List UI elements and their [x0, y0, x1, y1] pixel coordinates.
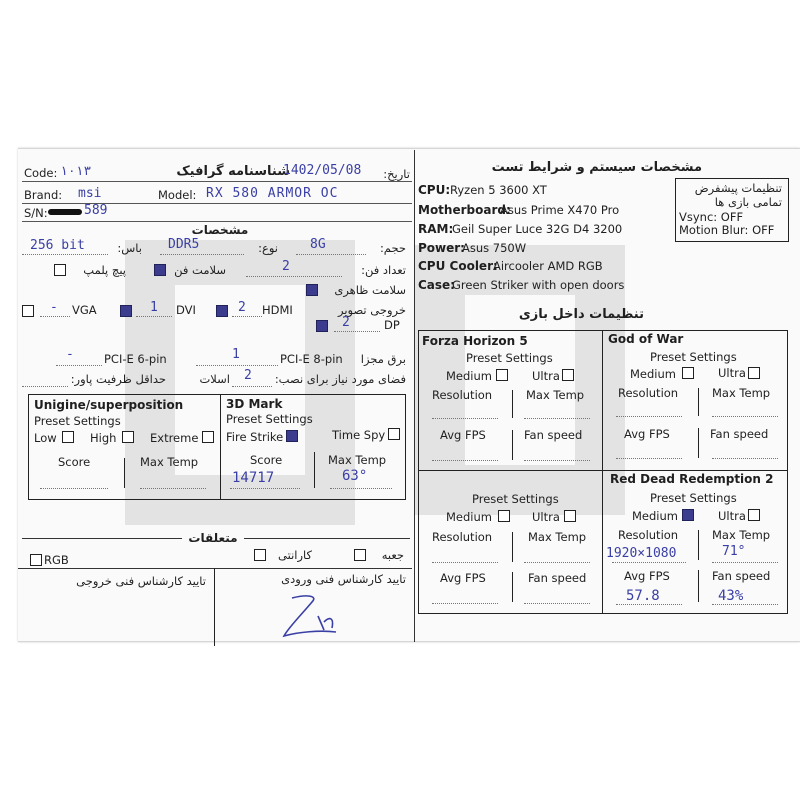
date-label: تاریخ:	[383, 167, 410, 181]
game3-rule2	[512, 572, 513, 602]
forza-ultra-checkbox[interactable]	[562, 369, 574, 381]
vga-dots	[40, 316, 70, 317]
forza-fanspeed-label: Fan speed	[524, 428, 583, 442]
gow-res-dots	[616, 416, 682, 417]
unigine-score-dots	[40, 488, 108, 489]
slots-value: 2	[244, 368, 252, 383]
sn-value: 589	[84, 203, 108, 218]
power-supply-label: Power:	[418, 241, 465, 255]
pcie6-value: -	[66, 347, 74, 362]
type-label: نوع:	[258, 241, 278, 255]
fan-health-checkbox[interactable]	[154, 264, 166, 276]
forza-resolution-label: Resolution	[432, 388, 493, 402]
case-value: Green Striker with open doors	[452, 278, 625, 292]
rdr2-preset-label: Preset Settings	[650, 491, 737, 505]
extreme-label: Extreme	[150, 431, 199, 445]
warranty-checkbox[interactable]	[254, 549, 266, 561]
bus-dots	[22, 254, 108, 255]
game3-res-dots	[432, 562, 498, 563]
low-checkbox[interactable]	[62, 431, 74, 443]
accessories-rule-left	[22, 538, 182, 539]
game3-fps-dots	[432, 603, 498, 604]
unigine-rule	[124, 458, 125, 488]
slots-label: فضای مورد نیاز برای نصب:	[274, 372, 406, 386]
rdr2-res-dots	[612, 562, 686, 563]
approvals-rule	[18, 568, 412, 569]
dvi-label: DVI	[176, 303, 196, 317]
sn-label: S/N:	[24, 206, 48, 220]
appearance-label: سلامت ظاهری	[334, 283, 406, 297]
rdr2-fan-dots	[712, 604, 778, 605]
rdr2-ultra-label: Ultra	[718, 509, 746, 523]
system-title: مشخصات سیستم و شرایط تست	[491, 160, 702, 175]
gow-rule1	[698, 388, 699, 416]
games-vdivider	[602, 330, 603, 614]
forza-preset-label: Preset Settings	[466, 351, 553, 365]
3dmark-maxtemp-label: Max Temp	[328, 453, 387, 467]
forza-maxtemp-label: Max Temp	[526, 388, 585, 402]
forza-medium-label: Medium	[446, 369, 492, 383]
specs-title: مشخصات	[191, 223, 249, 237]
3dmark-score-value: 14717	[232, 470, 275, 486]
cpu-cooler-value: Aircooler AMD RGB	[493, 259, 603, 273]
rdr2-medium-label: Medium	[632, 509, 678, 523]
unigine-score-label: Score	[58, 455, 91, 469]
motionblur-text: Motion Blur: OFF	[679, 223, 775, 237]
rdr2-avgfps-label: Avg FPS	[624, 569, 670, 583]
input-tech-label: تایید کارشناس فنی ورودی	[281, 572, 406, 586]
dvi-checkbox[interactable]	[120, 305, 132, 317]
3dmark-rule	[314, 452, 315, 488]
rdr2-resolution-label: Resolution	[618, 528, 679, 542]
box-checkbox[interactable]	[354, 549, 366, 561]
benchmark-divider	[220, 394, 221, 500]
ingame-title: تنظیمات داخل بازی	[518, 307, 644, 322]
vsync-text: Vsync: OFF	[679, 210, 744, 224]
rdr2-temp-dots	[712, 562, 778, 563]
brand-label: Brand:	[24, 188, 63, 202]
defaults-line2: تمامی بازی ها	[714, 195, 782, 209]
hdmi-label: HDMI	[262, 303, 293, 317]
high-checkbox[interactable]	[122, 431, 134, 443]
appearance-checkbox[interactable]	[306, 284, 318, 296]
vga-value: -	[50, 300, 58, 315]
game3-fan-dots	[524, 603, 590, 604]
rdr2-resolution-value: 1920×1080	[606, 546, 677, 561]
game3-medium-checkbox[interactable]	[498, 510, 510, 522]
vga-checkbox[interactable]	[22, 305, 34, 317]
gow-preset-label: Preset Settings	[650, 350, 737, 364]
cpu-label: CPU:	[418, 183, 451, 197]
pcie6-label: PCI-E 6-pin	[104, 352, 167, 366]
defaults-line1: تنظیمات پیشفرض	[694, 181, 782, 195]
type-value: DDR5	[168, 237, 200, 252]
forza-fan-dots	[524, 460, 590, 461]
forza-rule1	[512, 390, 513, 418]
game3-resolution-label: Resolution	[432, 530, 493, 544]
high-label: High	[90, 431, 117, 445]
dvi-value: 1	[150, 300, 158, 315]
warranty-label: کارانتی	[278, 548, 312, 562]
motherboard-label: Motherboard:	[418, 203, 511, 217]
3dmark-maxtemp-value: 63°	[342, 468, 368, 484]
slots-unit: اسلات	[199, 372, 230, 386]
fan-count-value: 2	[282, 259, 290, 274]
brand-value: msi	[78, 186, 102, 201]
unigine-title: Unigine/superposition	[34, 398, 184, 412]
gow-ultra-checkbox[interactable]	[748, 367, 760, 379]
sn-rule	[22, 221, 412, 222]
capacity-label: حجم:	[379, 241, 406, 255]
rdr2-title: Red Dead Redemption 2	[610, 472, 774, 486]
3dmark-score-dots	[230, 488, 300, 489]
game3-medium-label: Medium	[446, 510, 492, 524]
ram-label: RAM:	[418, 222, 454, 236]
rgb-label: RGB	[44, 553, 69, 567]
game3-preset-label: Preset Settings	[472, 492, 559, 506]
game3-temp-dots	[524, 562, 590, 563]
form-title: شناسنامه گرافیک	[176, 164, 290, 179]
accessories-title: متعلقات	[188, 531, 238, 545]
low-label: Low	[34, 431, 57, 445]
rdr2-rule1	[698, 530, 699, 560]
gow-temp-dots	[712, 416, 778, 417]
rdr2-fanspeed-label: Fan speed	[712, 569, 771, 583]
extreme-checkbox[interactable]	[202, 431, 214, 443]
3dmark-score-label: Score	[250, 453, 283, 467]
type-dots	[160, 254, 244, 255]
vga-label: VGA	[72, 303, 97, 317]
forza-temp-dots	[524, 418, 590, 419]
min-psu-dots	[22, 386, 68, 387]
gow-title: God of War	[608, 332, 684, 346]
timespy-label: Time Spy	[332, 428, 386, 442]
game3-fanspeed-label: Fan speed	[528, 571, 587, 585]
bus-value: 256 bit	[30, 238, 85, 253]
gow-maxtemp-label: Max Temp	[712, 386, 771, 400]
3dmark-title: 3D Mark	[226, 397, 283, 411]
code-value: ۱۰۱۳	[60, 164, 92, 179]
signature	[278, 592, 358, 642]
case-label: Case:	[418, 278, 455, 292]
rdr2-avgfps-value: 57.8	[626, 588, 660, 604]
pump-screw-checkbox[interactable]	[54, 264, 66, 276]
firestrike-label: Fire Strike	[226, 430, 284, 444]
rgb-checkbox[interactable]	[30, 554, 42, 566]
bus-label: باس:	[117, 241, 142, 255]
min-psu-label: حداقل ظرفیت پاور:	[70, 372, 166, 386]
power-supply-value: Asus 750W	[462, 241, 527, 255]
unigine-maxtemp-label: Max Temp	[140, 455, 199, 469]
gow-fanspeed-label: Fan speed	[710, 427, 769, 441]
cpu-cooler-label: CPU Cooler:	[418, 259, 498, 273]
fan-count-label: تعداد فن:	[361, 263, 406, 277]
forza-res-dots	[432, 418, 498, 419]
pcie8-dots	[196, 365, 278, 366]
gow-avgfps-label: Avg FPS	[624, 427, 670, 441]
forza-ultra-label: Ultra	[532, 369, 560, 383]
sn-redaction	[48, 209, 82, 215]
capacity-dots	[296, 254, 366, 255]
game3-maxtemp-label: Max Temp	[528, 530, 587, 544]
gow-medium-checkbox[interactable]	[682, 367, 694, 379]
fan-count-dots	[246, 276, 342, 277]
gow-resolution-label: Resolution	[618, 386, 679, 400]
timespy-checkbox[interactable]	[388, 428, 400, 440]
pump-screw-label: پیچ پلمپ	[83, 263, 126, 277]
dp-value: 2	[342, 315, 350, 330]
model-value: RX 580 ARMOR OC	[206, 186, 339, 201]
game3-ultra-checkbox[interactable]	[564, 510, 576, 522]
games-hdivider	[418, 470, 788, 471]
game3-ultra-label: Ultra	[532, 510, 560, 524]
model-label: Model:	[158, 188, 197, 202]
dp-dots	[334, 331, 380, 332]
game3-avgfps-label: Avg FPS	[440, 571, 486, 585]
gow-fps-dots	[616, 458, 682, 459]
ram-value: Geil Super Luce 32G D4 3200	[452, 222, 623, 236]
output-tech-label: تایید کارشناس فنی خروجی	[76, 574, 206, 588]
rdr2-fps-dots	[616, 604, 682, 605]
gow-medium-label: Medium	[630, 367, 676, 381]
forza-avgfps-label: Avg FPS	[440, 428, 486, 442]
dp-checkbox[interactable]	[316, 320, 328, 332]
rdr2-medium-checkbox[interactable]	[682, 509, 694, 521]
pcie8-value: 1	[232, 347, 240, 362]
forza-rule2	[512, 430, 513, 460]
3dmark-maxtemp-dots	[330, 488, 392, 489]
gow-fan-dots	[712, 458, 778, 459]
dvi-dots	[136, 316, 172, 317]
rdr2-fanspeed-value: 43%	[718, 588, 744, 604]
brand-rule	[22, 203, 412, 204]
approvals-divider	[214, 568, 215, 646]
cpu-value: Ryzen 5 3600 XT	[450, 183, 547, 197]
motherboard-value: Asus Prime X470 Pro	[500, 203, 620, 217]
hdmi-checkbox[interactable]	[216, 305, 228, 317]
gow-ultra-label: Ultra	[718, 366, 746, 380]
firestrike-checkbox[interactable]	[286, 430, 298, 442]
gow-rule2	[698, 428, 699, 458]
unigine-preset-label: Preset Settings	[34, 414, 121, 428]
capacity-value: 8G	[310, 237, 326, 252]
card-divider	[414, 150, 415, 642]
rdr2-maxtemp-label: Max Temp	[712, 528, 771, 542]
rdr2-rule2	[698, 570, 699, 602]
3dmark-preset-label: Preset Settings	[226, 412, 313, 426]
dp-label: DP	[384, 318, 400, 332]
accessories-rule-right	[244, 538, 410, 539]
outputs-label: خروجی تصویر	[337, 303, 406, 317]
code-label: Code:	[24, 166, 58, 180]
fan-health-label: سلامت فن	[174, 263, 226, 277]
power-label: برق مجزا	[360, 352, 406, 366]
slots-dots	[232, 386, 272, 387]
unigine-maxtemp-dots	[140, 488, 206, 489]
pcie8-label: PCI-E 8-pin	[280, 352, 343, 366]
forza-fps-dots	[432, 460, 498, 461]
pcie6-dots	[56, 365, 102, 366]
date-value: 1402/05/08	[283, 163, 362, 178]
forza-medium-checkbox[interactable]	[496, 369, 508, 381]
header-rule	[22, 181, 412, 182]
forza-title: Forza Horizon 5	[422, 334, 528, 348]
game3-rule1	[512, 532, 513, 562]
hdmi-value: 2	[238, 300, 246, 315]
rdr2-ultra-checkbox[interactable]	[748, 509, 760, 521]
hdmi-dots	[232, 316, 262, 317]
box-label: جعبه	[381, 548, 404, 562]
rdr2-maxtemp-value: 71°	[722, 544, 746, 559]
